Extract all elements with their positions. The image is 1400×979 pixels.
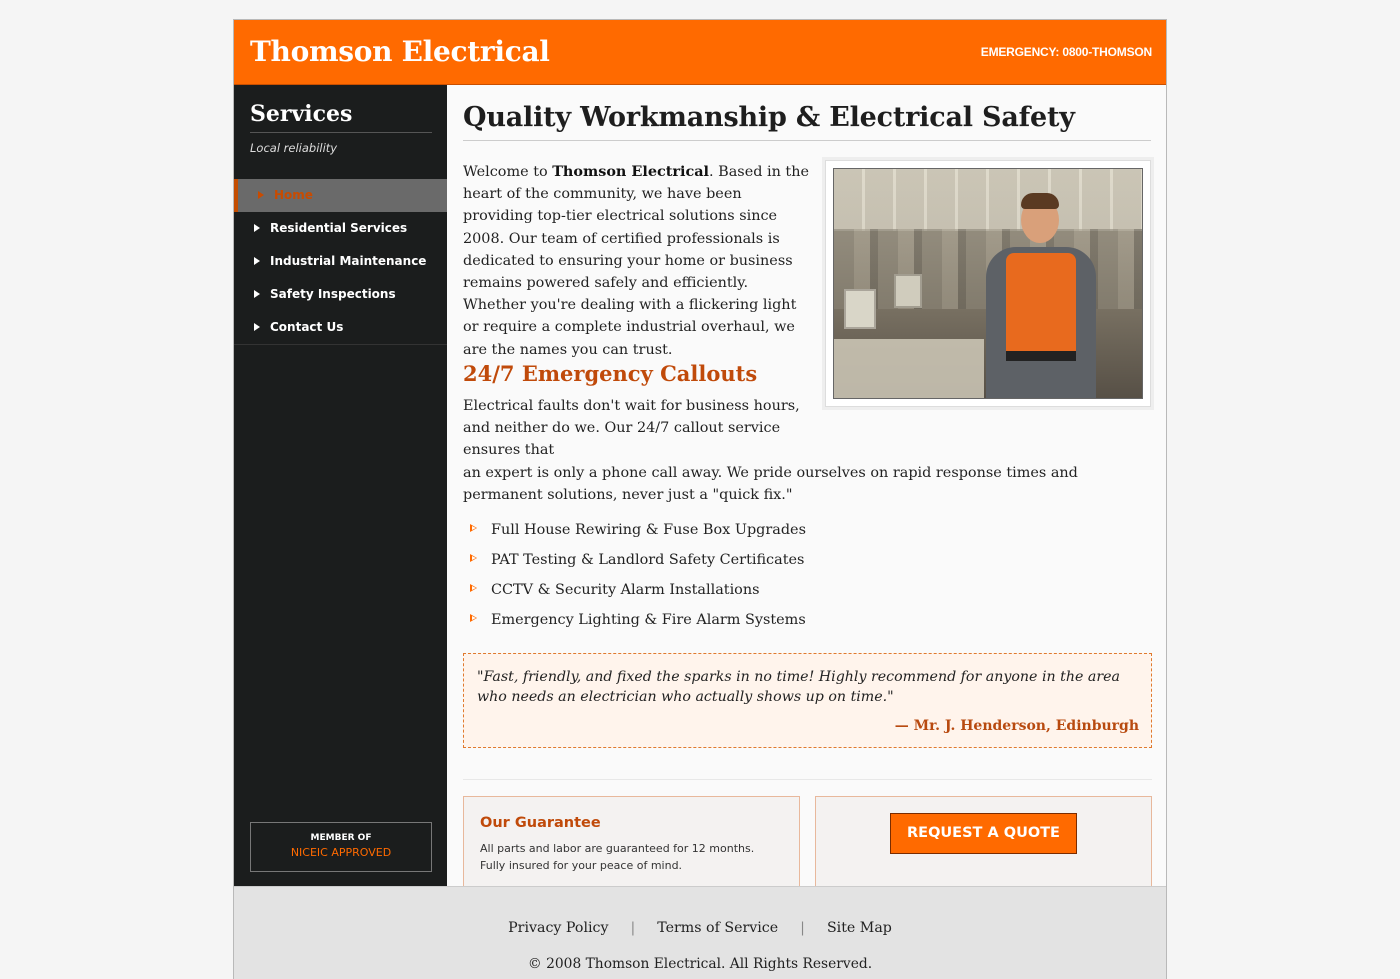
photo-desk [834, 339, 984, 399]
triangle-right-icon [254, 257, 260, 265]
arrow-right-icon [470, 524, 477, 532]
triangle-right-icon [254, 224, 260, 232]
feature-label: CCTV & Security Alarm Installations [491, 582, 760, 598]
site-footer [234, 886, 1166, 979]
sidebar-item-residential-services[interactable] [234, 212, 447, 245]
photo-vest [1006, 253, 1076, 353]
sidebar-item-label: Home [274, 188, 313, 202]
cta-box [815, 796, 1152, 891]
features-list [467, 519, 806, 639]
arrow-right-icon [470, 554, 477, 562]
badge-caption: MEMBER OF [310, 833, 372, 843]
sidebar-item-industrial-maintenance[interactable] [234, 245, 447, 278]
footer-links [234, 920, 1166, 936]
feature-label: PAT Testing & Landlord Safety Certificates [491, 552, 805, 568]
intro-paragraph [463, 161, 813, 361]
badge-title: NICEIC APPROVED [290, 846, 392, 859]
guarantee-title: Our Guarantee [480, 815, 601, 831]
guarantee-text: All parts and labor are guaranteed for 12 months. Fully insured for your peace of mind. [480, 842, 755, 872]
intro-text: . Based in the heart of the community, we have been providing top-tier electrical solutions since 2008. Our team of certified professionals is dedicated to ensuring your home or business remains powered safely and efficiently. Whether you're dealing with a flickering light or require a complete industrial overhaul, we are the names you can trust. [463, 164, 810, 358]
intro-brand: Thomson Electrical [552, 163, 709, 180]
list-item [467, 579, 806, 609]
sidebar [234, 85, 447, 886]
photo-ceiling [834, 169, 1142, 231]
niceic-badge [250, 822, 432, 872]
triangle-right-icon [254, 290, 260, 298]
photo-image [833, 168, 1143, 399]
site-header [234, 20, 1166, 85]
footer-link-privacy[interactable]: Privacy Policy [508, 920, 609, 936]
sidebar-item-safety-inspections[interactable] [234, 278, 447, 311]
emergency-text-a: Electrical faults don't wait for business hours, and neither do we. Our 24/7 callout service ensures that [463, 398, 800, 459]
emergency-phone: EMERGENCY: 0800-THOMSON [980, 45, 1152, 59]
testimonial-author: — Mr. J. Henderson, Edinburgh [894, 718, 1139, 734]
feature-label: Full House Rewiring & Fuse Box Upgrades [491, 522, 806, 538]
request-quote-button[interactable]: REQUEST A QUOTE [890, 813, 1077, 854]
page-title: Quality Workmanship & Electrical Safety [463, 102, 1151, 141]
feature-label: Emergency Lighting & Fire Alarm Systems [491, 612, 806, 628]
sidebar-item-label: Contact Us [270, 320, 344, 334]
footer-separator: | [630, 920, 636, 936]
sidebar-item-home[interactable] [234, 179, 447, 212]
sidebar-item-label: Residential Services [270, 221, 408, 235]
arrow-right-icon [470, 584, 477, 592]
site-title[interactable]: Thomson Electrical [250, 35, 550, 68]
list-item [467, 549, 806, 579]
photo-hair [1021, 193, 1059, 209]
triangle-right-icon [258, 191, 264, 199]
divider [463, 779, 1152, 780]
testimonial [463, 653, 1152, 748]
testimonial-text: "Fast, friendly, and fixed the sparks in no time! Highly recommend for anyone in the area who needs an electrician who actually shows up on time." [477, 669, 1120, 705]
triangle-right-icon [254, 323, 260, 331]
photo-belt [1006, 351, 1076, 361]
page-frame [233, 19, 1167, 979]
list-item [467, 609, 806, 639]
intro-prefix: Welcome to [463, 164, 553, 180]
emergency-heading: 24/7 Emergency Callouts [463, 361, 758, 386]
sidebar-item-label: Safety Inspections [270, 287, 396, 301]
photo-monitor [844, 289, 876, 329]
sidebar-title: Services [250, 101, 432, 133]
arrow-right-icon [470, 614, 477, 622]
copyright: © 2008 Thomson Electrical. All Rights Reserved. [527, 956, 873, 972]
list-item [467, 519, 806, 549]
footer-separator: | [800, 920, 805, 936]
electrician-photo [825, 160, 1151, 407]
emergency-text-b: an expert is only a phone call away. We pride ourselves on rapid response times and permanent solutions, never just a "quick fix." [463, 464, 1078, 503]
footer-link-sitemap[interactable]: Site Map [826, 920, 892, 936]
emergency-paragraph [463, 395, 1153, 506]
guarantee-box [463, 796, 800, 891]
footer-link-terms[interactable]: Terms of Service [657, 920, 779, 936]
sidebar-item-contact-us[interactable] [234, 311, 447, 344]
main-content [447, 85, 1166, 886]
photo-monitor [894, 274, 922, 308]
sidebar-subtitle: Local reliability [250, 141, 338, 155]
sidebar-nav [234, 179, 447, 345]
sidebar-item-label: Industrial Maintenance [270, 254, 427, 268]
